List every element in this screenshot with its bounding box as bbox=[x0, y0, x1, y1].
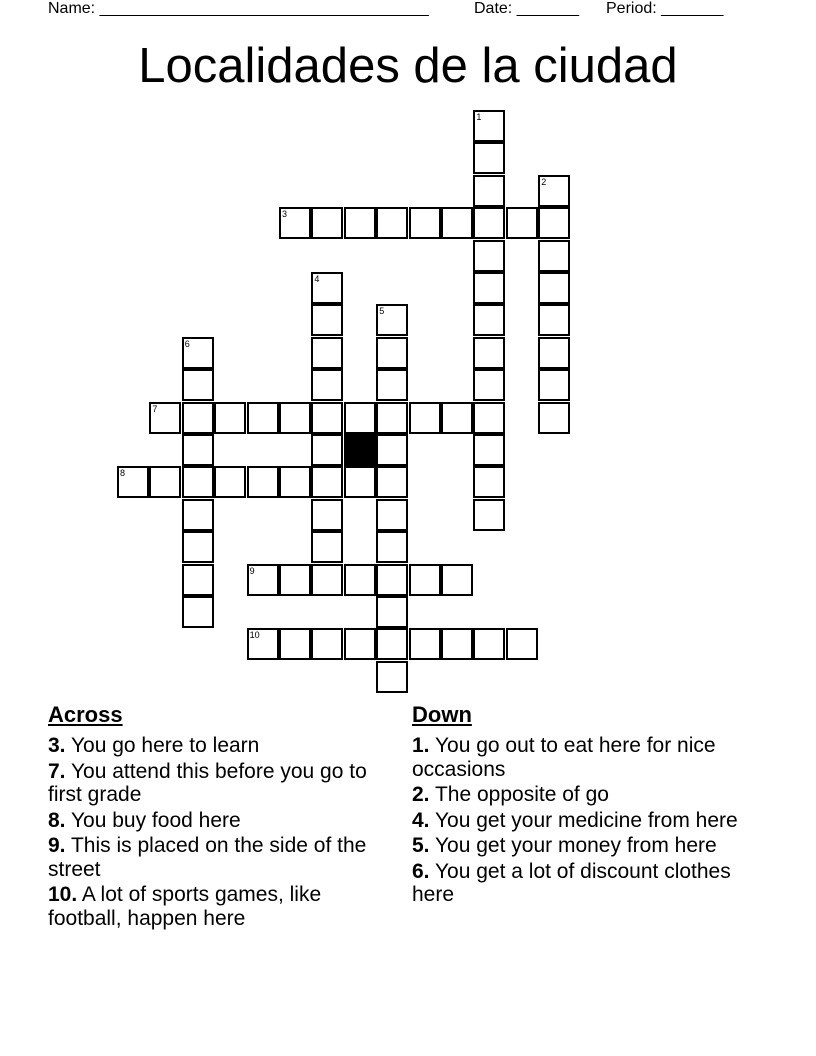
crossword-cell[interactable] bbox=[279, 466, 311, 498]
down-clue bbox=[412, 809, 752, 833]
across-clue bbox=[48, 809, 378, 833]
clue-text: You get your medicine from here bbox=[429, 808, 738, 832]
clue-text: A lot of sports games, like football, happen here bbox=[48, 883, 322, 930]
date-label: Date: bbox=[474, 0, 513, 17]
crossword-cell[interactable] bbox=[311, 207, 343, 239]
crossword-cell[interactable] bbox=[344, 628, 376, 660]
crossword-cell[interactable] bbox=[473, 466, 505, 498]
crossword-cell[interactable] bbox=[311, 304, 343, 336]
crossword-cell[interactable] bbox=[409, 402, 441, 434]
clue-number: 8 bbox=[120, 468, 126, 479]
crossword-cell[interactable] bbox=[311, 564, 343, 596]
crossword-cell[interactable] bbox=[117, 466, 149, 498]
crossword-cell[interactable] bbox=[473, 272, 505, 304]
crossword-cell[interactable] bbox=[182, 337, 214, 369]
crossword-cell[interactable] bbox=[473, 240, 505, 272]
clue-number: 2 bbox=[541, 176, 547, 187]
crossword-cell[interactable] bbox=[376, 499, 408, 531]
crossword-cell[interactable] bbox=[182, 466, 214, 498]
clue-text: This is placed on the side of the street bbox=[48, 834, 367, 881]
clue-number-label: 7. bbox=[48, 759, 66, 783]
crossword-cell[interactable] bbox=[344, 402, 376, 434]
clue-text: You attend this before you go to first grade bbox=[48, 759, 367, 806]
clue-number: 4 bbox=[314, 274, 320, 284]
clue-number-label: 9. bbox=[48, 834, 66, 857]
down-clue bbox=[412, 834, 752, 858]
clue-number-label: 4. bbox=[412, 808, 430, 832]
clue-number: 7 bbox=[152, 403, 158, 414]
crossword-cell[interactable] bbox=[441, 207, 473, 239]
down-clue bbox=[412, 860, 752, 907]
crossword-cell[interactable] bbox=[473, 304, 505, 336]
crossword-cell[interactable] bbox=[247, 628, 279, 660]
clue-number-label: 2. bbox=[412, 783, 430, 806]
crossword-cell[interactable] bbox=[538, 207, 570, 239]
clue-number-label: 1. bbox=[412, 734, 430, 757]
crossword-cell[interactable] bbox=[247, 564, 279, 596]
down-heading: Down bbox=[412, 702, 472, 727]
crossword-cell[interactable] bbox=[376, 434, 408, 466]
crossword-cell[interactable] bbox=[182, 434, 214, 466]
crossword-cell[interactable] bbox=[182, 499, 214, 531]
clue-text: The opposite of go bbox=[429, 783, 609, 806]
clue-number: 5 bbox=[379, 306, 385, 317]
crossword-cell[interactable] bbox=[473, 434, 505, 466]
crossword-cell[interactable] bbox=[311, 628, 343, 660]
down-clue-list bbox=[412, 734, 752, 907]
crossword-cell[interactable] bbox=[311, 434, 343, 466]
page-title: Localidades de la ciudad bbox=[138, 39, 678, 93]
crossword-cell[interactable] bbox=[409, 628, 441, 660]
crossword-cell[interactable] bbox=[182, 369, 214, 401]
crossword-cell[interactable] bbox=[247, 466, 279, 498]
crossword-cell[interactable] bbox=[376, 661, 408, 693]
crossword-cell[interactable] bbox=[182, 596, 214, 628]
clue-number: 1 bbox=[476, 112, 482, 122]
crossword-cell[interactable] bbox=[376, 369, 408, 401]
crossword-cell[interactable] bbox=[473, 207, 505, 239]
clue-text: You go here to learn bbox=[65, 734, 260, 757]
crossword-cell[interactable] bbox=[538, 304, 570, 336]
crossword-cell[interactable] bbox=[441, 564, 473, 596]
crossword-cell[interactable] bbox=[538, 369, 570, 401]
crossword-cell[interactable] bbox=[279, 402, 311, 434]
crossword-cell[interactable] bbox=[376, 207, 408, 239]
clue-number: 10 bbox=[249, 630, 260, 641]
crossword-cell[interactable] bbox=[376, 402, 408, 434]
crossword-cell[interactable] bbox=[279, 207, 311, 239]
crossword-cell[interactable] bbox=[506, 628, 538, 660]
crossword-cell[interactable] bbox=[409, 564, 441, 596]
clue-text: You get a lot of discount clothes here bbox=[412, 859, 731, 906]
name-label: Name: bbox=[48, 0, 96, 17]
crossword-cell[interactable] bbox=[311, 466, 343, 498]
clue-text: You go out to eat here for nice occasions bbox=[412, 734, 716, 781]
clue-number-label: 3. bbox=[48, 734, 66, 757]
crossword-cell[interactable] bbox=[473, 175, 505, 207]
crossword-cell[interactable] bbox=[344, 466, 376, 498]
crossword-cell[interactable] bbox=[538, 402, 570, 434]
crossword-cell[interactable] bbox=[376, 466, 408, 498]
down-clue bbox=[412, 783, 752, 807]
crossword-cell[interactable] bbox=[538, 272, 570, 304]
crossword-cell[interactable] bbox=[506, 207, 538, 239]
crossword-cell[interactable] bbox=[473, 499, 505, 531]
crossword-cell[interactable] bbox=[538, 337, 570, 369]
crossword-cell[interactable] bbox=[149, 466, 181, 498]
crossword-cell[interactable] bbox=[344, 564, 376, 596]
clue-number: 9 bbox=[249, 565, 255, 576]
down-clue bbox=[412, 734, 752, 781]
clue-number: 3 bbox=[282, 209, 288, 220]
crossword-cell[interactable] bbox=[538, 240, 570, 272]
clue-number-label: 10. bbox=[48, 883, 78, 906]
crossword-cell[interactable] bbox=[376, 628, 408, 660]
crossword-cell[interactable] bbox=[473, 142, 505, 174]
crossword-cell[interactable] bbox=[538, 175, 570, 207]
crossword-cell[interactable] bbox=[441, 402, 473, 434]
crossword-cell[interactable] bbox=[376, 531, 408, 563]
crossword-cell[interactable] bbox=[473, 337, 505, 369]
across-clues bbox=[48, 702, 378, 932]
clue-number-label: 8. bbox=[48, 808, 66, 832]
crossword-cell[interactable] bbox=[376, 337, 408, 369]
down-clues bbox=[412, 702, 752, 909]
crossword-cell[interactable] bbox=[441, 628, 473, 660]
crossword-cell[interactable] bbox=[409, 207, 441, 239]
clue-text: You buy food here bbox=[65, 808, 241, 832]
crossword-cell[interactable] bbox=[473, 369, 505, 401]
across-clue bbox=[48, 734, 378, 758]
crossword-cell[interactable] bbox=[311, 531, 343, 563]
crossword-cell[interactable] bbox=[311, 499, 343, 531]
crossword-cell[interactable] bbox=[311, 337, 343, 369]
crossword-cell[interactable] bbox=[473, 628, 505, 660]
period-label: Period: bbox=[606, 0, 657, 17]
across-clue bbox=[48, 760, 378, 807]
crossword-cell[interactable] bbox=[279, 564, 311, 596]
name-blank[interactable]: _____________________________________ bbox=[99, 0, 429, 17]
crossword-cell[interactable] bbox=[182, 402, 214, 434]
across-heading: Across bbox=[48, 702, 123, 727]
crossword-cell[interactable] bbox=[473, 110, 505, 142]
crossword-cell[interactable] bbox=[214, 402, 246, 434]
clue-text: You get your money from here bbox=[429, 834, 717, 857]
clue-number-label: 6. bbox=[412, 859, 430, 883]
crossword-cell[interactable] bbox=[473, 402, 505, 434]
crossword-cell[interactable] bbox=[344, 207, 376, 239]
black-square bbox=[344, 434, 376, 466]
clue-number-label: 5. bbox=[412, 834, 430, 857]
clue-number: 6 bbox=[184, 338, 190, 349]
crossword-cell[interactable] bbox=[376, 596, 408, 628]
crossword-cell[interactable] bbox=[376, 564, 408, 596]
crossword-cell[interactable] bbox=[279, 628, 311, 660]
across-clue bbox=[48, 883, 378, 930]
crossword-cell[interactable] bbox=[149, 402, 181, 434]
period-blank[interactable]: _______ bbox=[661, 0, 724, 17]
crossword-cell[interactable] bbox=[214, 466, 246, 498]
date-blank[interactable]: _______ bbox=[516, 0, 579, 17]
crossword-cell[interactable] bbox=[247, 402, 279, 434]
crossword-cell[interactable] bbox=[311, 369, 343, 401]
crossword-cell[interactable] bbox=[311, 402, 343, 434]
crossword-cell[interactable] bbox=[311, 272, 343, 304]
crossword-cell[interactable] bbox=[182, 564, 214, 596]
across-clue-list bbox=[48, 734, 378, 930]
crossword-cell[interactable] bbox=[182, 531, 214, 563]
across-clue bbox=[48, 834, 378, 881]
crossword-cell[interactable] bbox=[376, 304, 408, 336]
